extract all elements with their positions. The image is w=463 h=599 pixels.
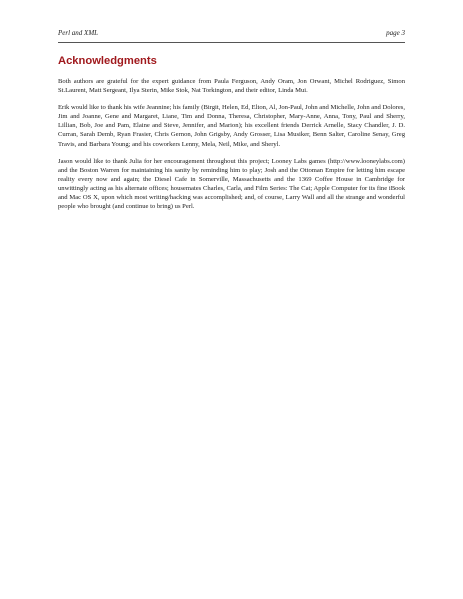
header-page-number: page 3 (386, 29, 405, 37)
header-book-title: Perl and XML (58, 29, 99, 37)
page-content (58, 54, 405, 219)
acknowledgment-paragraph-erik: Erik would like to thank his wife Jeannine; his family (Birgit, Helen, Ed, Elton, Al, Jon-Paul, John and Michelle, John and Dolores, Jim and Joanne, Gene and Margaret, Liane, Tim and Donna, Theresa, Christopher, Mary-Anne, Anna, Tony, Paul and Sherry, Lillian, Bob, Joe and Pam, Elaine and Steve, Jennifer, and Marion); his excellent friends Derrick Arnelle, Stacy Chandler, J. D. Curran, Sarah Demb, Ryan Frasier, Chris Gernon, John Grigsby, Andy Grosser, Lisa Musiker, Benn Salter, Caroline Senay, Greg Travis, and Barbara Young; and his coworkers Lenny, Mela, Neil, Mike, and Sheryl. (58, 104, 405, 148)
acknowledgment-paragraph-authors: Both authors are grateful for the expert guidance from Paula Ferguson, Andy Oram, Jon Orwant, Michel Rodriguez, Simon St.Laurent, Matt Sergeant, Ilya Sterin, Mike Stok, Nat Torkington, and their editor, Linda Mui. (58, 78, 405, 95)
section-title: Acknowledgments (58, 55, 157, 67)
acknowledgment-paragraph-jason: Jason would like to thank Julia for her encouragement throughout this project; Looney Labs games (http://www.looneylabs.com) and the Boston Warren for maintaining his sanity by reminding him to play; Josh and the Ottoman Empire for letting him escape reality every now and again; the Diesel Cafe in Somerville, Massachusetts and the 1369 Coffee House in Cambridge for unwittingly acting as his alternate offices; housemates Charles, Carla, and Film Series: The Cat; Apple Computer for its fine iBook and Mac OS X, upon which most writing/hacking was accomplished; and, of course, Larry Wall and all the strange and wonderful people who brought (and continue to bring) us Perl. (58, 157, 405, 211)
page-header (58, 28, 405, 43)
